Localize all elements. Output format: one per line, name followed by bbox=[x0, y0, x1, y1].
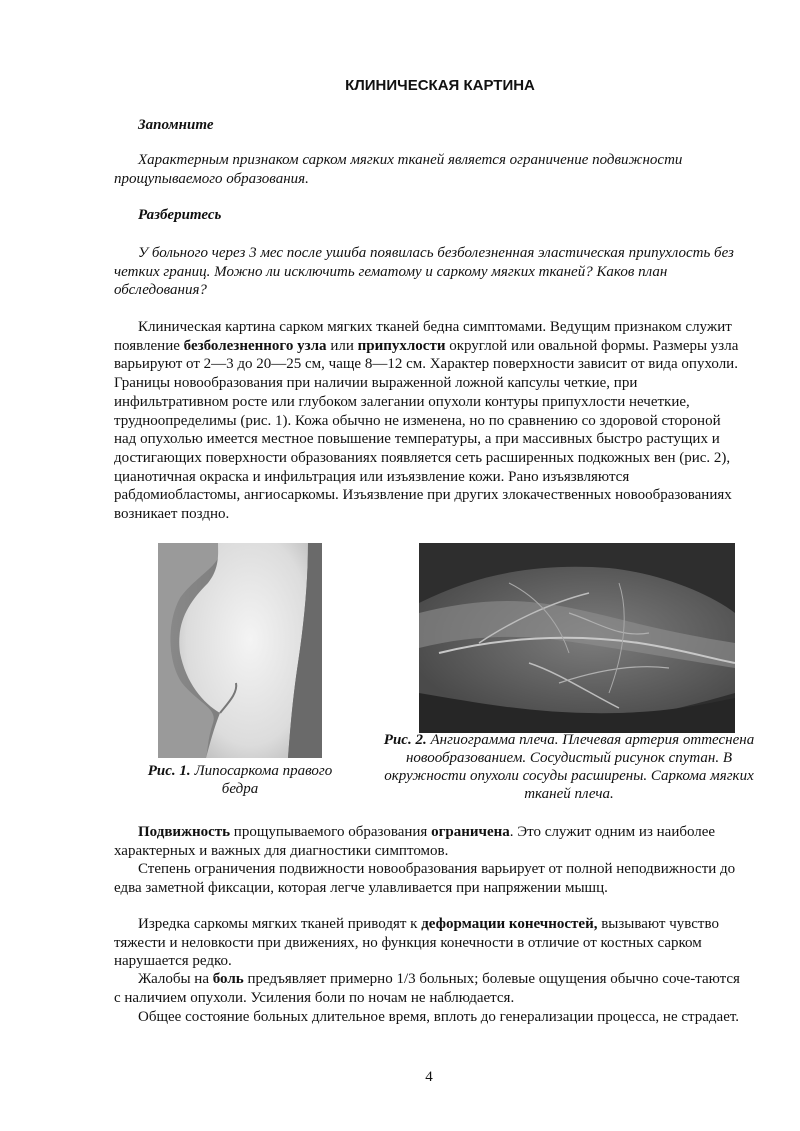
figure2-label: Рис. 2. bbox=[383, 732, 427, 748]
figure1-photo bbox=[158, 543, 322, 758]
pain-paragraph bbox=[114, 970, 740, 1007]
pain-bold-1: боль bbox=[212, 971, 244, 987]
clinical-text-1: Клиническая картина сарком мягких тканей бедна симптомами. Ведущим признаком служит появление bbox=[114, 319, 732, 354]
mobility-text-2: . Это служит одним из наиболее характерных и важных для диагностики симптомов. bbox=[114, 824, 716, 859]
clinical-paragraph bbox=[114, 318, 740, 524]
case-text: У больного через 3 мес после ушиба появилась безболезненная эластическая припухлость без четких границ. Можно ли исключить гематому и саркому мягких тканей? Каков план обследования? bbox=[114, 245, 734, 299]
pain-text-1: Жалобы на bbox=[138, 971, 213, 987]
general-paragraph: Общее состояние больных длительное время, вплоть до генерализации процесса, не страдает. bbox=[138, 1009, 740, 1025]
deformity-bold-1: деформации конечностей, bbox=[421, 916, 598, 932]
clinical-bold-2: припухлости bbox=[357, 337, 446, 354]
page-number: 4 bbox=[425, 1069, 433, 1085]
case-heading: Разберитесь bbox=[138, 207, 222, 223]
remember-heading: Запомните bbox=[138, 117, 214, 133]
deformity-paragraph bbox=[114, 915, 740, 971]
figure1-label: Рис. 1. bbox=[147, 763, 191, 779]
pain-text-2: предъявляет примерно 1/3 больных; болевые ощущения обычно соче-таются с наличием опухоли. Усиления боли по ночам не наблюдается. bbox=[114, 971, 740, 1006]
mobility-bold-2: ограничена bbox=[431, 824, 510, 840]
clinical-text-2: или bbox=[326, 337, 358, 354]
clinical-text-3: округлой или овальной формы. Размеры узла варьируют от 2—3 до 20—25 см, чаще 8—12 см. Характер поверхности зависит от вида опухоли. Границы новообразования при наличии выраженной ложной капсулы четкие, при инфильтративном росте или глубоком залегании опухоли контуры припухлости нечеткие, трудноопределимы (рис. 1). Кожа обычно не изменена, но по сравнению со здоровой стороной над опухолью имеется местное повышение температуры, а при массивных быстро растущих и достигающих поверхности образованиях появляется сеть расширенных подкожных вен (рис. 2), цианотичная окраска и инфильтрация или изъязвление кожи. Рано изъязвляются рабдомиобластомы, ангиосаркомы. Изъязвление при других злокачественных новообразованиях возникает поздно. bbox=[114, 337, 739, 523]
figure2-caption-text: Ангиограмма плеча. Плечевая артерия оттеснена новообразованием. Сосудистый рисунок спутан. В окружности опухоли сосуды расширены. Саркома мягких тканей плеча. bbox=[384, 732, 755, 802]
clinical-bold-1: безболезненного узла bbox=[183, 337, 327, 354]
angiogram-image bbox=[419, 543, 735, 733]
figure1-caption bbox=[134, 762, 346, 798]
degree-paragraph: Степень ограничения подвижности новообразования варьирует от полной неподвижности до едва заметной фиксации, которая легче улавливается при напряжении мышц. bbox=[114, 861, 736, 896]
page-title: КЛИНИЧЕСКАЯ КАРТИНА bbox=[345, 77, 535, 94]
figure1-caption-text: Липосаркома правого бедра bbox=[194, 763, 333, 797]
remember-text: Характерным признаком сарком мягких тканей является ограничение подвижности прощупываемого образования. bbox=[114, 152, 683, 187]
mobility-text-1: прощупываемого образования bbox=[230, 824, 432, 840]
figure2-caption bbox=[364, 731, 774, 803]
deformity-text-1: Изредка саркомы мягких тканей приводят к bbox=[138, 916, 422, 932]
liposarcoma-photo-image bbox=[158, 543, 322, 758]
deformity-text-2: вызывают чувство тяжести и неловкости при движениях, но функция конечности в отличие от костных сарком нарушается редко. bbox=[114, 916, 719, 970]
mobility-bold-1: Подвижность bbox=[138, 824, 231, 840]
mobility-paragraph bbox=[114, 823, 740, 860]
figure2-photo bbox=[419, 543, 735, 733]
